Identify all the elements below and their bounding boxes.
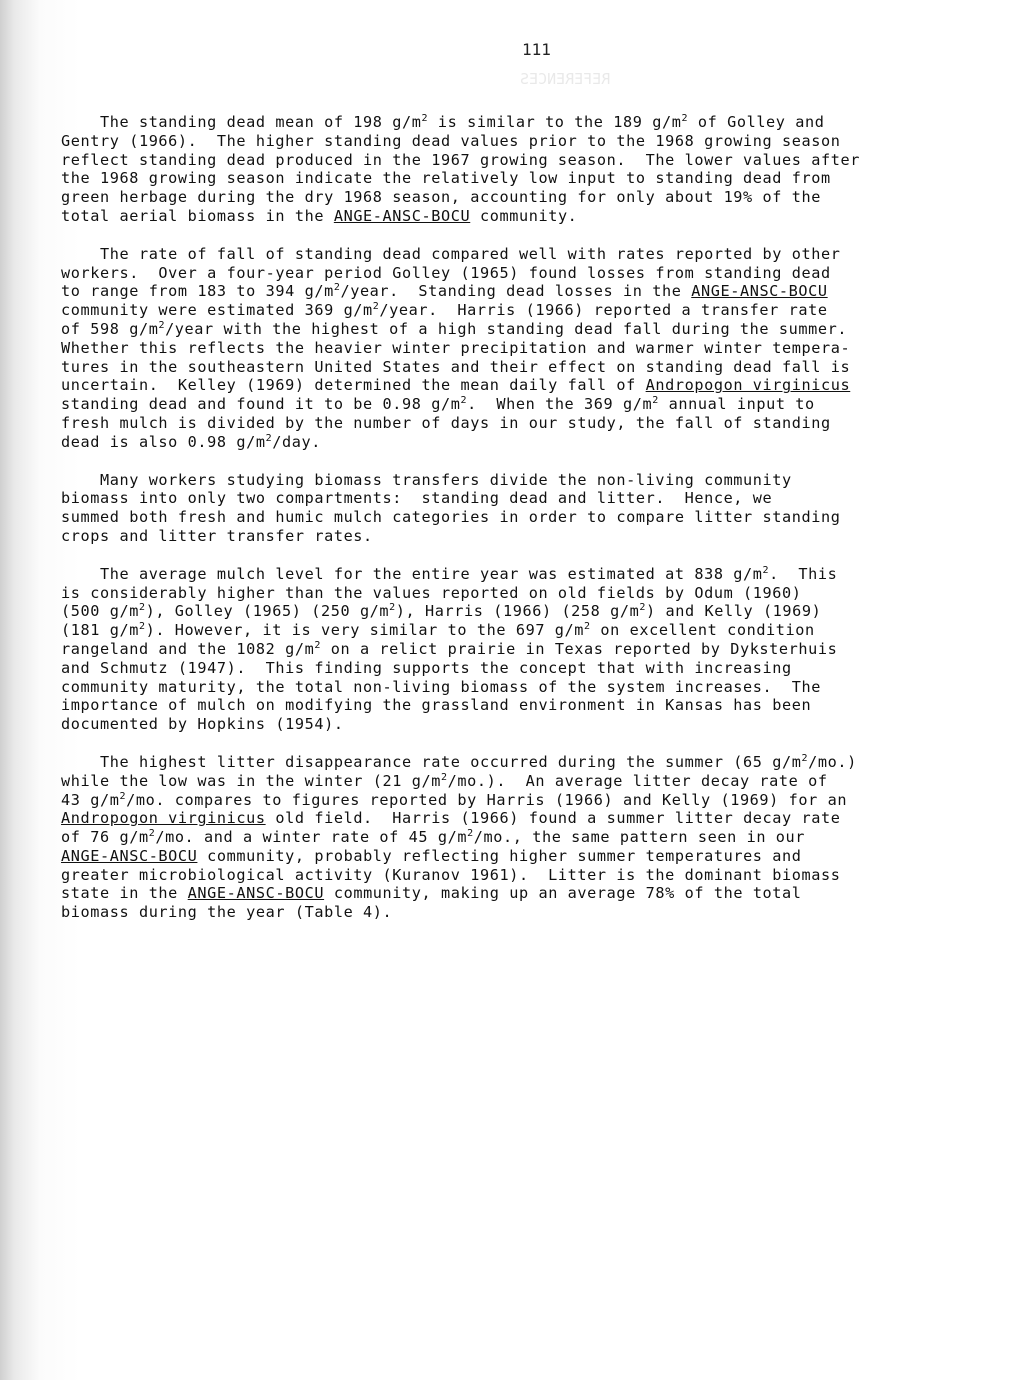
text-line: and Schmutz (1947). This finding supports the concept that with increasing	[61, 658, 792, 677]
text-line: workers. Over a four-year period Golley (1965) found losses from standing dead	[61, 263, 831, 282]
text-line: summed both fresh and humic mulch categories in order to compare litter standing	[61, 508, 841, 527]
text-line: tures in the southeastern United States and their effect on standing dead fall is	[61, 357, 851, 376]
text-line: importance of mulch on modifying the grassland environment in Kansas has been	[61, 696, 812, 715]
text-line: Whether this reflects the heavier winter precipitation and warmer winter tempera-	[61, 338, 851, 357]
text-line: crops and litter transfer rates.	[61, 526, 373, 545]
superscript: 2	[421, 112, 429, 124]
underlined-term: Andropogon virginicus	[61, 809, 266, 828]
superscript: 2	[148, 828, 156, 840]
text-line: greater microbiological activity (Kuranov 1961). Litter is the dominant biomass	[61, 865, 841, 884]
underlined-term: ANGE-ANSC-BOCU	[333, 206, 471, 225]
text-line: standing dead and found it to be 0.98 $g/m^2$. When the 369 $g/m^2$ annual input to	[61, 395, 815, 414]
paragraph	[61, 471, 981, 546]
text-line: Many workers studying biomass transfers divide the non-living community	[61, 470, 792, 489]
superscript: 2	[158, 319, 166, 331]
text-line: community maturity, the total non-living biomass of the system increases. The	[61, 677, 822, 696]
superscript: 2	[333, 282, 341, 294]
text-line: community were estimated 369 $g/m^2$/year. Harris (1966) reported a transfer rate	[61, 301, 828, 320]
superscript: 2	[762, 564, 770, 576]
paragraph	[61, 113, 981, 226]
text-line: The rate of fall of standing dead compared well with rates reported by other	[61, 244, 841, 263]
bleed-through-ghost: REFERENCES	[520, 70, 611, 88]
underlined-term: ANGE-ANSC-BOCU	[691, 282, 828, 301]
superscript: 2	[467, 828, 474, 840]
text-line: green herbage during the dry 1968 season, accounting for only about 19% of the	[61, 188, 822, 207]
text-line: (500 $g/m^2$), Golley (1965) (250 $g/m^2$), Harris (1966) (258 $g/m^2$) and Kelly (1969)	[61, 602, 822, 621]
text-line: reflect standing dead produced in the 1967 growing season. The lower values after	[61, 150, 860, 169]
text-line: The standing dead mean of 198 $g/m^2$ is similar to the 189 $g/m^2$ of Golley and	[61, 112, 825, 131]
text-line: biomass during the year (Table 4).	[61, 903, 393, 922]
superscript: 2	[584, 621, 591, 633]
text-line: is considerably higher than the values reported on old fields by Odum (1960)	[61, 583, 802, 602]
superscript: 2	[389, 602, 396, 614]
superscript: 2	[460, 395, 468, 407]
text-line: documented by Hopkins (1954).	[61, 715, 344, 734]
superscript: 2	[681, 112, 689, 124]
text-line: Gentry (1966). The higher standing dead values prior to the 1968 growing season	[61, 131, 841, 150]
paragraph	[61, 565, 981, 734]
text-line: biomass into only two compartments: standing dead and litter. Hence, we	[61, 489, 773, 508]
superscript: 2	[119, 790, 127, 802]
text-line: rangeland and the 1082 $g/m^2$ on a relict prairie in Texas reported by Dyksterhuis	[61, 639, 838, 658]
superscript: 2	[265, 432, 273, 444]
underlined-term: Andropogon virginicus	[645, 376, 851, 395]
text-line: Andropogon virginicus old field. Harris (1966) found a summer litter decay rate	[61, 809, 841, 828]
page-number: 111	[522, 40, 551, 59]
text-line: (181 $g/m^2$). However, it is very similar to the 697 $g/m^2$ on excellent condition	[61, 621, 815, 640]
text-line: uncertain. Kelley (1969) determined the mean daily fall of Andropogon virginicus	[61, 376, 851, 395]
underlined-term: ANGE-ANSC-BOCU	[61, 846, 198, 865]
text-line: state in the ANGE-ANSC-BOCU community, making up an average 78% of the total	[61, 884, 802, 903]
superscript: 2	[441, 771, 448, 783]
superscript: 2	[372, 301, 380, 313]
superscript: 2	[138, 602, 146, 614]
paragraph	[61, 753, 981, 922]
paragraph	[61, 245, 981, 452]
superscript: 2	[801, 752, 809, 764]
text-line: The average mulch level for the entire year was estimated at 838 $g/m^2$. This	[61, 564, 838, 583]
text-line: dead is also 0.98 $g/m^2$/day.	[61, 432, 321, 451]
text-line: while the low was in the winter (21 $g/m^2/mo$.). An average litter decay rate of	[61, 771, 828, 790]
text-line: of 598 $g/m^2$/year with the highest of a high standing dead fall during the summer.	[61, 319, 848, 338]
text-line: total aerial biomass in the ANGE-ANSC-BOCU community.	[61, 206, 578, 225]
text-line: fresh mulch is divided by the number of days in our study, the fall of standing	[61, 413, 831, 432]
text-line: the 1968 growing season indicate the relatively low input to standing dead from	[61, 169, 831, 188]
body-text	[61, 113, 981, 941]
superscript: 2	[314, 639, 321, 651]
text-line: to range from 183 to 394 $g/m^2$/year. Standing dead losses in the ANGE-ANSC-BOCU	[61, 282, 828, 301]
superscript: 2	[138, 621, 146, 633]
underlined-term: ANGE-ANSC-BOCU	[187, 884, 325, 903]
text-line: 43 $g/m^2/mo$. compares to figures reported by Harris (1966) and Kelly (1969) for an	[61, 790, 848, 809]
text-line: of 76 $g/m^2/mo$. and a winter rate of 45 $g/m^2/mo$., the same pattern seen in our	[61, 828, 806, 847]
superscript: 2	[639, 602, 647, 614]
text-line: ANGE-ANSC-BOCU community, probably reflecting higher summer temperatures and	[61, 846, 802, 865]
text-line: The highest litter disappearance rate occurred during the summer (65 $g/m^2/mo$.)	[61, 752, 857, 771]
superscript: 2	[652, 395, 659, 407]
